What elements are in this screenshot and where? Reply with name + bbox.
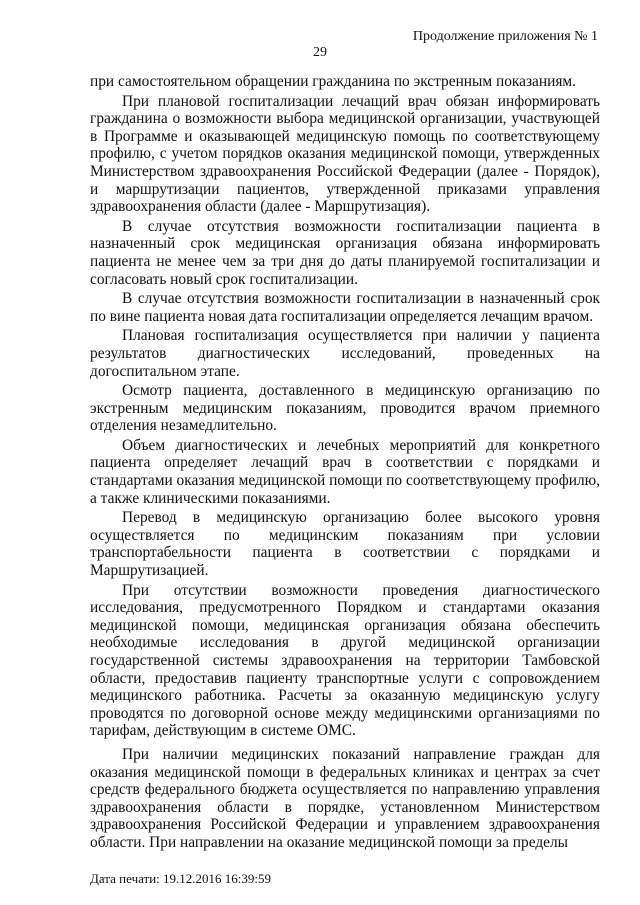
paragraph-federal-clinics: При наличии медицинских показаний направление граждан для оказания медицинской помощи в федеральных клиниках и центрах за счет средств федерального бюджета осуществляется по направлению управления здравоохранения области в порядке, установленном Министерством здравоохранения Российской Федерации и управлением здравоохранения области. При направлении на оказание медицинской помощи за пределы [90, 745, 600, 851]
paragraph-external-diagnostics: При отсутствии возможности проведения диагностического исследования, предусмотренного Порядком и стандартами оказания медицинской помощи, медицинская организация обязана обеспечить необходимые исследования в другой медицинской организации государственной системы здравоохранения на территории Тамбовской области, предоставив пациенту транспортные услуги с сопровождением медицинского работника. Расчеты за оказанную медицинскую услугу проводятся по договорной основе между медицинскими организациями по тарифам, действующим в системе ОМС. [90, 581, 600, 740]
print-date: Дата печати: 19.12.2016 16:39:59 [90, 871, 272, 886]
appendix-continuation-note: Продолжение приложения № 1 [412, 29, 598, 44]
paragraph-planned-hospitalization: При плановой госпитализации лечащий врач обязан информировать гражданина о возможности выбора медицинской организации, участвующей в Программе и оказывающей медицинскую помощь по соответствующему профилю, с учетом порядков оказания медицинской помощи, утвержденных Министерством здравоохранения Российской Федерации (далее - Порядок), и маршрутизации пациентов, утвержденной приказами управления здравоохранения области (далее - Маршрутизация). [90, 92, 600, 216]
paragraph-treatment-scope: Объем диагностических и лечебных мероприятий для конкретного пациента определяет лечащий врач в соответствии с порядками и стандартами оказания медицинской помощи по соответствующему профилю, а также клиническими показаниями. [90, 436, 600, 507]
paragraph-emergency-examination: Осмотр пациента, доставленного в медицинскую организацию по экстренным медицинским показаниям, проводится врачом приемного отделения незамедлительно. [90, 382, 600, 435]
page-number: 29 [313, 45, 327, 60]
paragraph-patient-fault: В случае отсутствия возможности госпитализации в назначенный срок по вине пациента новая дата госпитализации определяется лечащим врачом. [90, 290, 600, 325]
paragraph-transfer: Перевод в медицинскую организацию более высокого уровня осуществляется по медицинским показаниям при условии транспортабельности пациента в соответствии с порядками и Маршрутизацией. [90, 509, 600, 580]
paragraph-diagnostic-results: Плановая госпитализация осуществляется при наличии у пациента результатов диагностических исследований, проведенных на догоспитальном этапе. [90, 327, 600, 380]
paragraph-continuation: при самостоятельном обращении гражданина по экстренным показаниям. [90, 73, 577, 90]
paragraph-no-hospitalization-possibility: В случае отсутствия возможности госпитализации пациента в назначенный срок медицинская организация обязана информировать пациента не менее чем за три дня до даты планируемой госпитализации и согласовать новый срок госпитализации. [90, 217, 600, 288]
document-body [90, 73, 600, 852]
